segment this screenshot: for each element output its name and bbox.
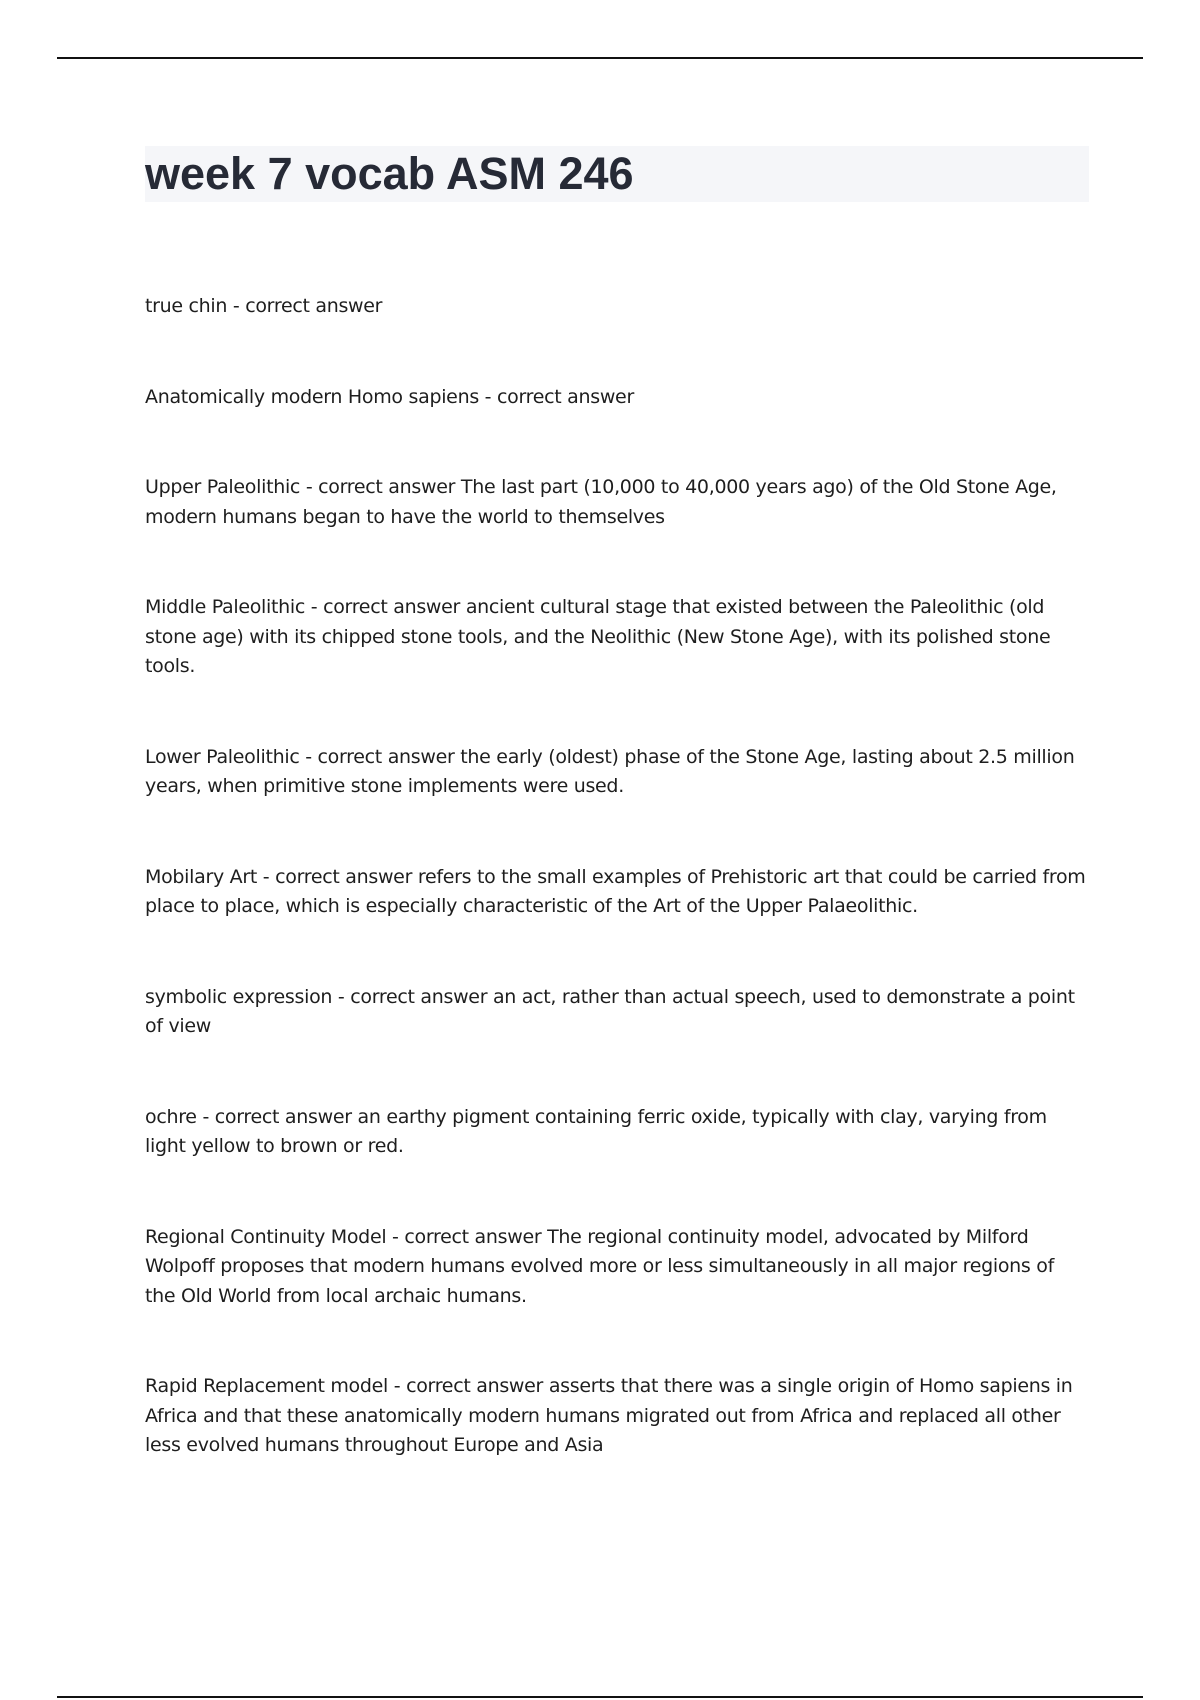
vocab-term: Upper Paleolithic xyxy=(145,476,301,498)
top-rule xyxy=(57,57,1143,59)
vocab-entry xyxy=(145,473,1089,532)
answer-label: correct answer xyxy=(214,1105,352,1128)
separator: - xyxy=(196,1105,215,1128)
vocab-term: Mobilary Art xyxy=(145,865,258,888)
vocab-definition: The last part (10,000 to 40,000 years ago) of the Old Stone Age, modern humans began to have the world to themselves xyxy=(145,476,1057,528)
answer-label: correct answer xyxy=(496,385,634,408)
separator: - xyxy=(299,745,318,768)
answer-label: correct answer xyxy=(350,985,488,1008)
vocab-entry xyxy=(145,593,1089,682)
vocab-entry xyxy=(145,383,1089,413)
answer-label: correct answer xyxy=(406,1375,544,1397)
separator: - xyxy=(332,985,351,1008)
separator: - xyxy=(478,385,497,408)
vocab-term: Anatomically modern Homo sapiens xyxy=(145,385,479,408)
vocab-definition: an act, rather than actual speech, used to demonstrate a point of view xyxy=(145,985,1075,1037)
vocab-entry xyxy=(145,983,1089,1042)
vocab-list xyxy=(145,292,1089,1522)
vocab-term: symbolic expression xyxy=(145,985,333,1008)
answer-label: correct answer xyxy=(275,865,413,888)
document-title: week 7 vocab ASM 246 xyxy=(145,148,634,199)
vocab-definition: ancient cultural stage that existed between the Paleolithic (old stone age) with its chipped stone tools, and the Neolithic (New Stone Age), with its polished stone tools. xyxy=(145,596,1051,677)
answer-label: correct answer xyxy=(323,596,461,618)
vocab-term: ochre xyxy=(145,1105,197,1128)
vocab-definition: an earthy pigment containing ferric oxide, typically with clay, varying from light yellow to brown or red. xyxy=(145,1105,1047,1157)
separator: - xyxy=(386,1225,405,1248)
vocab-definition: asserts that there was a single origin of Homo sapiens in Africa and that these anatomically modern humans migrated out from Africa and replaced all other less evolved humans throughout Europe and Asia xyxy=(145,1375,1073,1456)
separator: - xyxy=(305,596,324,618)
vocab-definition: the early (oldest) phase of the Stone Age, lasting about 2.5 million years, when primitive stone implements were used. xyxy=(145,745,1075,797)
vocab-entry xyxy=(145,1372,1089,1461)
vocab-entry xyxy=(145,743,1089,802)
vocab-term: Middle Paleolithic xyxy=(145,596,306,618)
vocab-definition: The regional continuity model, advocated by Milford Wolpoff proposes that modern humans evolved more or less simultaneously in all major regions of the Old World from local archaic humans. xyxy=(145,1225,1054,1307)
answer-label: correct answer xyxy=(318,476,456,498)
vocab-term: true chin xyxy=(145,295,228,317)
vocab-term: Lower Paleolithic xyxy=(145,745,300,768)
separator: - xyxy=(227,295,246,317)
separator: - xyxy=(257,865,276,888)
vocab-entry xyxy=(145,1223,1089,1312)
vocab-entry xyxy=(145,292,1089,322)
vocab-term: Rapid Replacement model xyxy=(145,1375,389,1397)
answer-label: correct answer xyxy=(404,1225,542,1248)
vocab-term: Regional Continuity Model xyxy=(145,1225,387,1248)
vocab-entry xyxy=(145,1103,1089,1162)
separator: - xyxy=(300,476,319,498)
separator: - xyxy=(388,1375,407,1397)
vocab-definition: refers to the small examples of Prehistoric art that could be carried from place to place, which is especially characteristic of the Art of the Upper Palaeolithic. xyxy=(145,865,1086,917)
vocab-entry xyxy=(145,863,1089,922)
bottom-rule xyxy=(57,1696,1143,1698)
answer-label: correct answer xyxy=(317,745,455,768)
answer-label: correct answer xyxy=(245,295,383,317)
